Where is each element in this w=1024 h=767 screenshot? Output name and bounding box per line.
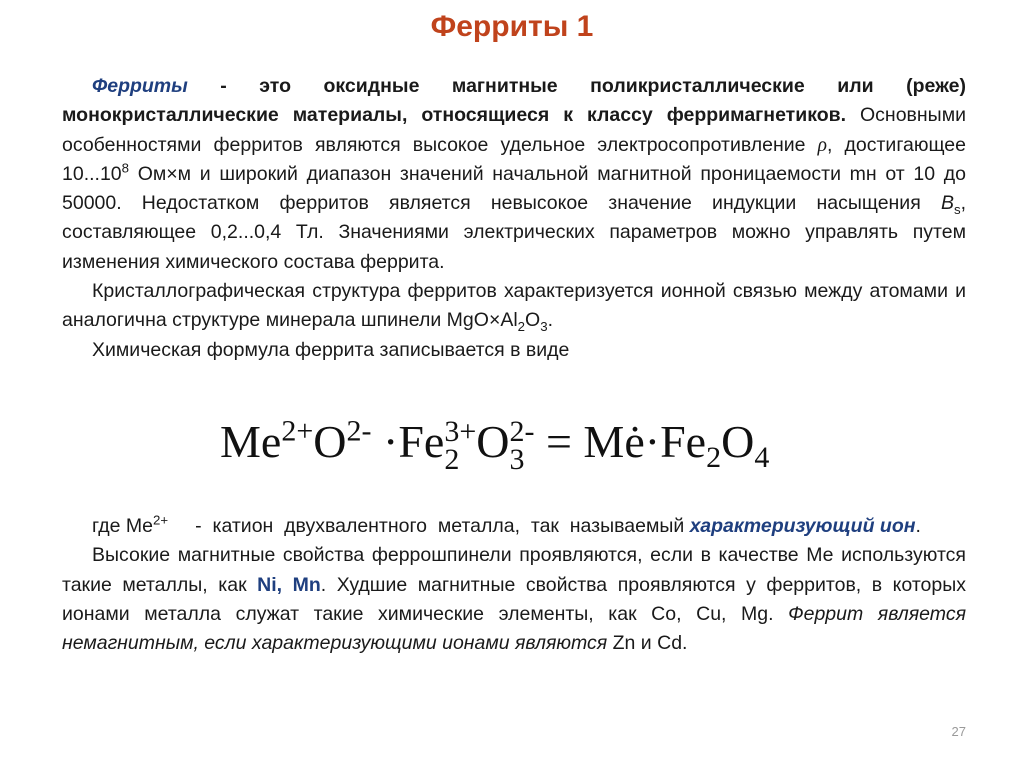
bs-symbol: B [940, 192, 954, 215]
slide-body [62, 72, 966, 365]
formula-me-charge: 2+ [281, 414, 314, 448]
formula-o2-stack [509, 415, 535, 476]
bs-subscript: s [953, 202, 961, 218]
exponent-8: 8 [121, 160, 130, 176]
definition-bold: это оксидные магнитные поликристаллические или (реже) монокристаллические материалы, относящиеся к классу ферримагнетиков. [62, 75, 966, 127]
text-a: Основными особенностями ферритов являются высокое удельное электросопротивление [62, 104, 966, 156]
formula-fe2: Fe [660, 416, 707, 467]
metals-ni-mn: Ni, Mn [257, 573, 321, 596]
properties-text-b: . Худшие магнитные свойства проявляются у ферритов, в которых ионами металла служат такие химические элементы, как Co, Cu, Mg. [62, 573, 966, 625]
formula-o-charge: 2- [346, 414, 372, 448]
cation-text-b: - катион двухвалентного металла, так называемый [168, 515, 690, 537]
structure-text: Кристаллографическая структура ферритов характеризуется ионной связью между атомами и аналогична структуре минерала шпинели MgO×Al [62, 280, 966, 332]
formula-o: O [313, 416, 347, 467]
paragraph-properties [62, 541, 966, 658]
text-b: , достигающее 10...10 [62, 133, 966, 185]
period: . [547, 309, 554, 332]
oxygen: O [525, 309, 541, 332]
term-characteristic-ion: характеризующий ион [689, 515, 916, 537]
paragraph-cation [62, 512, 966, 541]
formula-me2: Mė [583, 416, 645, 467]
formula-fe2-count: 2 [706, 441, 722, 475]
page-number: 27 [951, 724, 966, 739]
cation-charge: 2+ [152, 512, 169, 528]
properties-italic: Феррит является немагнитным, если характеризующими ионами являются [62, 602, 966, 655]
cation-period: . [915, 515, 921, 537]
formula-o2-charge: 2- [509, 415, 535, 448]
formula-o2-count: 3 [509, 443, 525, 476]
cation-text-a: где Me [92, 515, 153, 537]
paragraph-formula-intro: Химическая формула феррита записывается в виде [92, 338, 570, 361]
formula-me: Me [220, 416, 282, 467]
o-subscript: 3 [540, 319, 548, 335]
formula-fe: Fe [398, 416, 445, 467]
term-ferrites: Ферриты [92, 75, 188, 97]
slide-body-lower [62, 512, 966, 658]
paragraph-definition [62, 72, 966, 277]
dash: - [187, 75, 260, 97]
formula-o2: O [476, 416, 510, 467]
slide-title: Ферриты 1 [430, 10, 594, 43]
paragraph-structure [62, 277, 966, 336]
formula-o3: O [721, 416, 755, 467]
properties-text-c: Zn и Cd. [607, 632, 688, 655]
formula-fe-count: 2 [444, 443, 460, 476]
text-d: , составляющее 0,2...0,4 Тл. Значениями электрических параметров можно управлять путем изменения химического состава феррита. [62, 192, 966, 273]
text-c: Ом×м и широкий диапазон значений начальной магнитной проницаемости mн от 10 до 50000. Недостатком ферритов является невысокое значение индукции насыщения [62, 162, 966, 215]
rho-symbol: ρ [817, 134, 827, 156]
formula-fe-stack [444, 415, 477, 476]
formula-equals: = [545, 416, 572, 467]
formula-o3-count: 4 [754, 441, 770, 475]
formula-dot2: · [644, 416, 661, 467]
chemical-formula [220, 415, 860, 495]
formula-fe-charge: 3+ [444, 415, 477, 448]
al-subscript: 2 [517, 319, 526, 335]
formula-dot: · [382, 416, 399, 467]
properties-text-a: Высокие магнитные свойства феррошпинели проявляются, если в качестве Ме используются такие металлы, как [62, 544, 966, 596]
